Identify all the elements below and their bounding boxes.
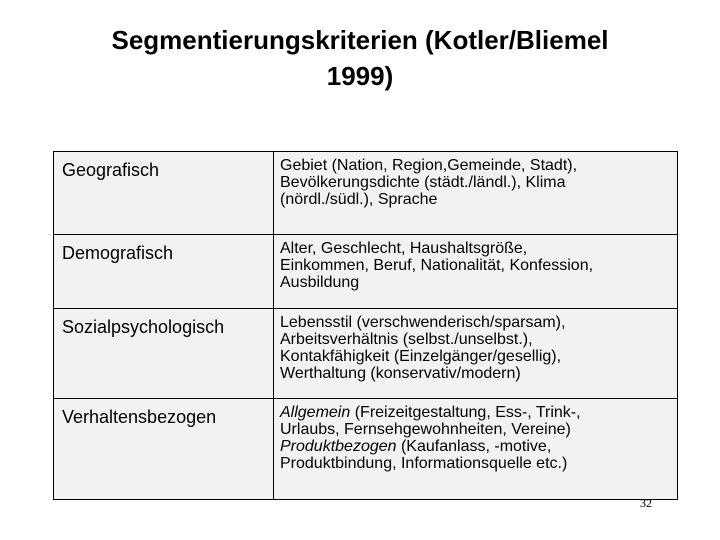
description-cell [274, 399, 678, 500]
description-line: Einkommen, Beruf, Nationalität, Konfession, [280, 257, 594, 274]
description-line: Urlaubs, Fernsehgewohnheiten, Vereine) [280, 421, 571, 438]
slide-title [60, 22, 660, 94]
description-line: Lebensstil (verschwenderisch/sparsam), [280, 314, 566, 331]
category-cell: Verhaltensbezogen [54, 399, 274, 500]
description-line [280, 404, 671, 421]
category-cell: Sozialpsychologisch [54, 309, 274, 399]
description-cell [274, 309, 678, 399]
table-row-verhaltensbezogen [54, 399, 678, 500]
description-line: Ausbildung [280, 274, 360, 291]
description-line: Alter, Geschlecht, Haushaltsgröße, [280, 240, 528, 257]
table-row-demografisch [54, 235, 678, 309]
produktbezogen-label: Produktbezogen [280, 438, 397, 455]
description-cell [274, 152, 678, 235]
produktbezogen-text: (Kaufanlass, -motive, [396, 438, 552, 455]
category-cell: Geografisch [54, 152, 274, 235]
description-line: Bevölkerungsdichte (städt./ländl.), Klima [280, 174, 566, 191]
slide-title-line-2: 1999) [326, 61, 394, 91]
description-line: Arbeitsverhältnis (selbst./unselbst.), [280, 331, 533, 348]
slide-title-line-1: Segmentierungskriterien (Kotler/Bliemel [111, 25, 609, 55]
description-line: Werthaltung (konservativ/modern) [280, 365, 521, 382]
description-line: Produktbindung, Informationsquelle etc.) [280, 455, 568, 472]
criteria-table [53, 151, 678, 500]
description-line: Kontakfähigkeit (Einzelgänger/gesellig), [280, 348, 562, 365]
allgemein-label: Allgemein [280, 404, 351, 421]
table-row-geografisch [54, 152, 678, 235]
description-line: (nördl./südl.), Sprache [280, 191, 438, 208]
description-line [280, 438, 671, 455]
category-cell: Demografisch [54, 235, 274, 309]
description-cell [274, 235, 678, 309]
page-number: 32 [640, 496, 652, 510]
description-line: Gebiet (Nation, Region,Gemeinde, Stadt), [280, 157, 578, 174]
allgemein-text: (Freizeitgestaltung, Ess-, Trink-, [350, 404, 581, 421]
table-row-sozialpsychologisch [54, 309, 678, 399]
